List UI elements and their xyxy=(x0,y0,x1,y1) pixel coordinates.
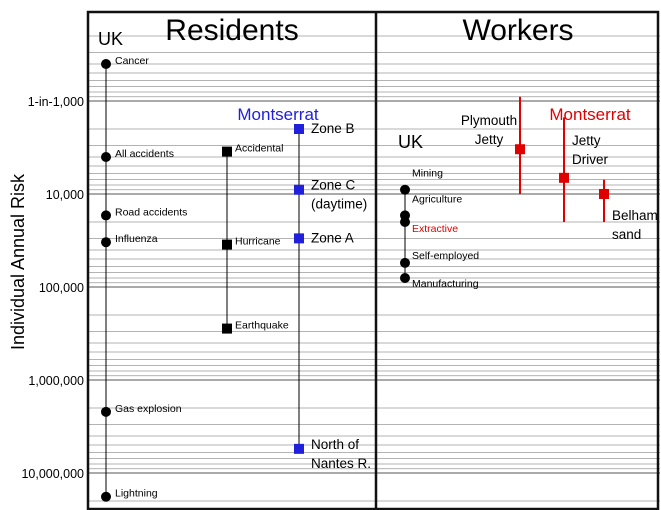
series-label-montserrat-workers: Montserrat xyxy=(549,105,631,124)
uk-resident-point xyxy=(101,152,111,162)
hazard-point xyxy=(222,240,232,250)
series-label-montserrat-residents: Montserrat xyxy=(237,105,319,124)
point-label: Accidental xyxy=(235,142,284,155)
point-label: Road accidents xyxy=(115,206,188,219)
point-label: Jetty Driver xyxy=(572,133,608,167)
point-label: Agriculture xyxy=(412,193,463,206)
uk-worker-point xyxy=(400,185,410,195)
montserrat-worker-point xyxy=(559,173,569,183)
uk-resident-point xyxy=(101,237,111,247)
point-label: Gas explosion xyxy=(115,402,182,415)
point-label: Zone A xyxy=(311,230,354,246)
montserrat-resident-point xyxy=(294,444,304,454)
montserrat-worker-point xyxy=(599,189,609,199)
point-label: Zone B xyxy=(311,120,355,136)
point-label: Belham sand xyxy=(612,208,658,242)
point-label: North of Nantes R. xyxy=(311,436,372,471)
uk-worker-point xyxy=(400,217,410,227)
y-tick-label: 1,000,000 xyxy=(28,374,84,388)
uk-worker-point xyxy=(400,273,410,283)
point-label: Manufacturing xyxy=(412,277,479,290)
point-label: Hurricane xyxy=(235,235,281,248)
point-label: Mining xyxy=(412,167,443,180)
point-label: Cancer xyxy=(115,54,149,67)
y-axis-label: Individual Annual Risk xyxy=(8,173,28,351)
uk-resident-point xyxy=(101,59,111,69)
y-tick-label: 100,000 xyxy=(38,281,84,295)
y-tick-label: 10,000,000 xyxy=(21,467,84,481)
hazard-point xyxy=(222,324,232,334)
montserrat-resident-point xyxy=(294,233,304,243)
point-label: Influenza xyxy=(115,233,158,246)
point-label: Earthquake xyxy=(235,319,289,332)
uk-worker-point xyxy=(400,258,410,268)
hazard-point xyxy=(222,147,232,157)
point-label: Extractive xyxy=(412,222,459,235)
y-tick-label: 10,000 xyxy=(45,188,84,202)
point-label: All accidents xyxy=(115,147,174,160)
uk-resident-point xyxy=(101,407,111,417)
uk-resident-point xyxy=(101,210,111,220)
point-label: Lightning xyxy=(115,487,158,500)
uk-resident-point xyxy=(101,492,111,502)
data-marks xyxy=(98,29,658,502)
point-label: Zone C (daytime) xyxy=(311,177,368,212)
panel-title-residents: Residents xyxy=(165,14,299,47)
series-label-uk-residents: UK xyxy=(98,29,124,49)
point-label: Self-employed xyxy=(412,249,480,262)
panel-title-workers: Workers xyxy=(462,14,574,47)
y-tick-label: 1-in-1,000 xyxy=(27,95,84,109)
series-label-uk-workers: UK xyxy=(398,132,424,152)
point-label: Plymouth Jetty xyxy=(460,113,518,147)
montserrat-resident-point xyxy=(294,124,304,134)
y-tick-labels xyxy=(21,95,84,481)
montserrat-worker-point xyxy=(515,144,525,154)
montserrat-resident-point xyxy=(294,185,304,195)
